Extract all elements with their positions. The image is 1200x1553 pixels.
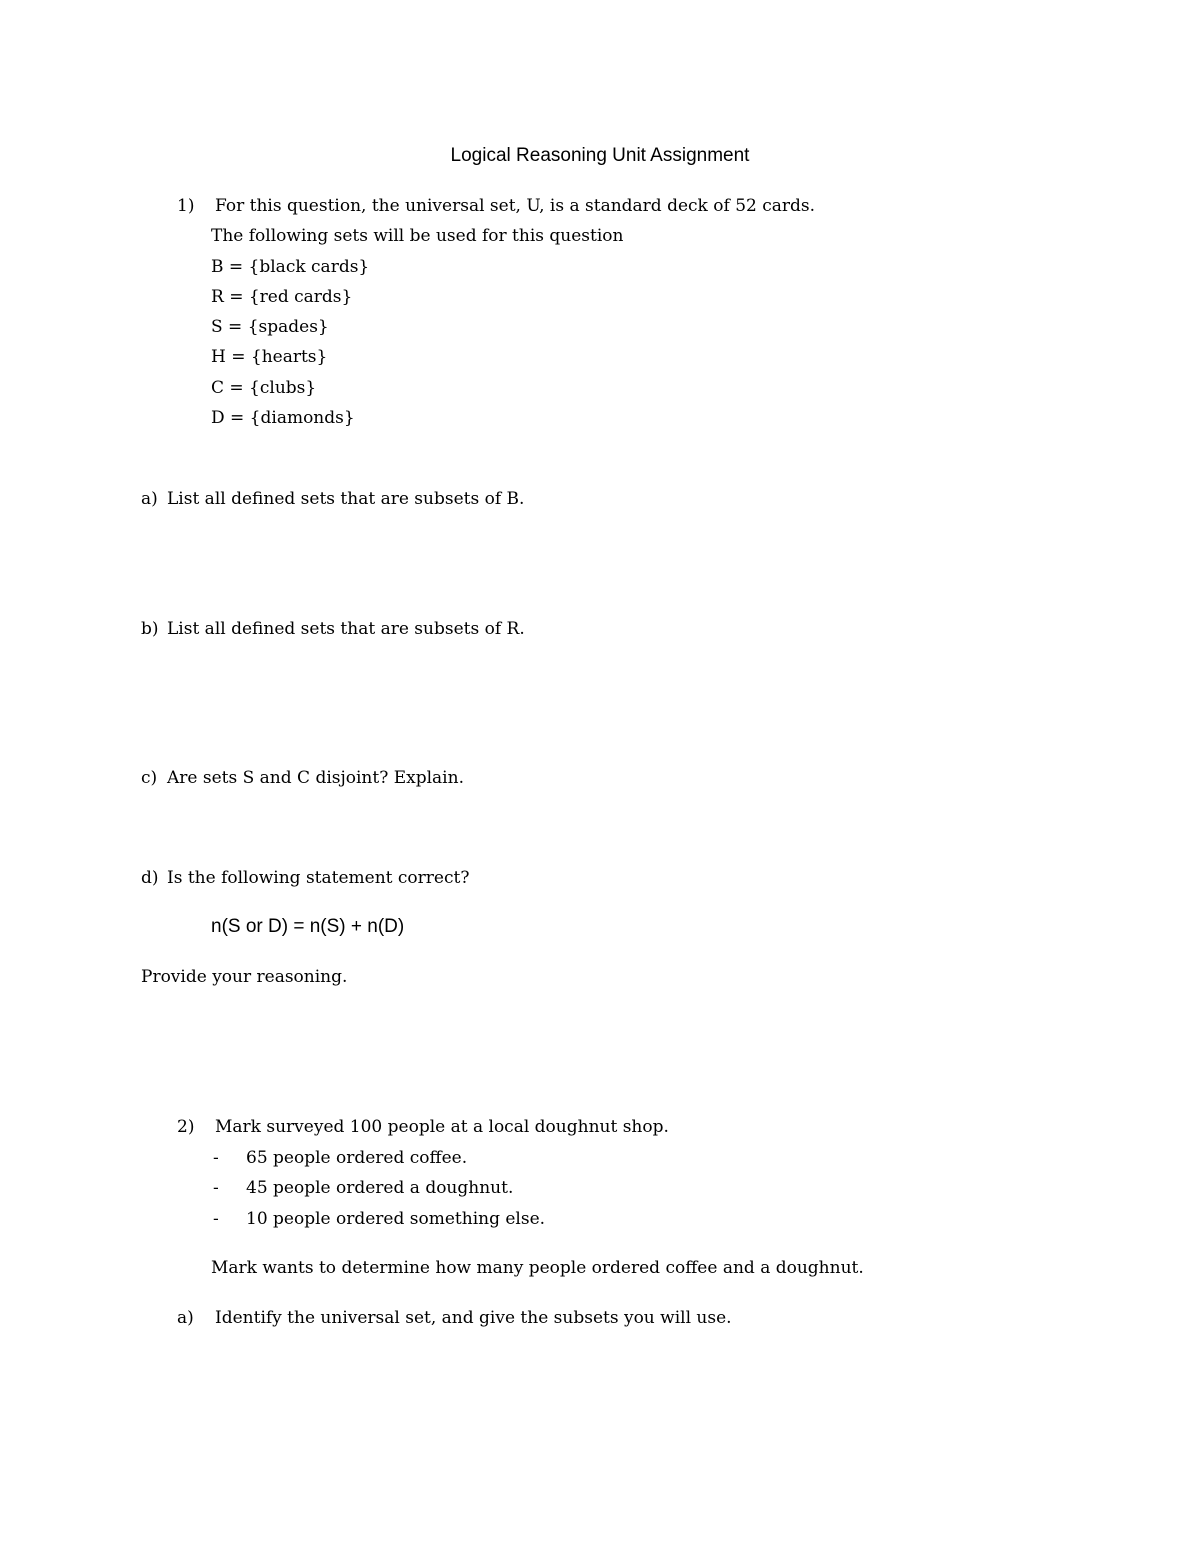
set-formula: n(S or D) = n(S) + n(D)	[211, 916, 405, 937]
set-definition: H = {hearts}	[211, 347, 328, 367]
q1b-label: b)	[141, 619, 159, 639]
q1d-followup: Provide your reasoning.	[141, 967, 348, 987]
q1a-label: a)	[141, 489, 158, 509]
q2-number: 2)	[177, 1117, 195, 1137]
q1d-label: d)	[141, 868, 159, 888]
q1-intro: For this question, the universal set, U, is a standard deck of 52 cards.	[215, 196, 816, 216]
set-definition: D = {diamonds}	[211, 408, 355, 428]
bullet-dash: -	[213, 1209, 219, 1229]
bullet-text: 45 people ordered a doughnut.	[246, 1178, 514, 1198]
set-definition: C = {clubs}	[211, 378, 317, 398]
q2a-label: a)	[177, 1308, 194, 1328]
bullet-text: 65 people ordered coffee.	[246, 1148, 468, 1168]
bullet-text: 10 people ordered something else.	[246, 1209, 546, 1229]
q1-number: 1)	[177, 196, 195, 216]
q1-intro-2: The following sets will be used for this question	[211, 226, 624, 246]
bullet-dash: -	[213, 1148, 219, 1168]
page-title: Logical Reasoning Unit Assignment	[450, 145, 750, 166]
q1a-text: List all defined sets that are subsets of B.	[167, 489, 525, 509]
q2-intro: Mark surveyed 100 people at a local doughnut shop.	[215, 1117, 669, 1137]
q1b-text: List all defined sets that are subsets of R.	[167, 619, 525, 639]
q1c-label: c)	[141, 768, 158, 788]
set-definition: S = {spades}	[211, 317, 329, 337]
q1c-text: Are sets S and C disjoint? Explain.	[167, 768, 464, 788]
bullet-dash: -	[213, 1178, 219, 1198]
q1d-text: Is the following statement correct?	[167, 868, 470, 888]
q2a-text: Identify the universal set, and give the subsets you will use.	[215, 1308, 732, 1328]
set-definition: B = {black cards}	[211, 257, 370, 277]
q2-goal: Mark wants to determine how many people ordered coffee and a doughnut.	[211, 1258, 864, 1278]
set-definition: R = {red cards}	[211, 287, 353, 307]
